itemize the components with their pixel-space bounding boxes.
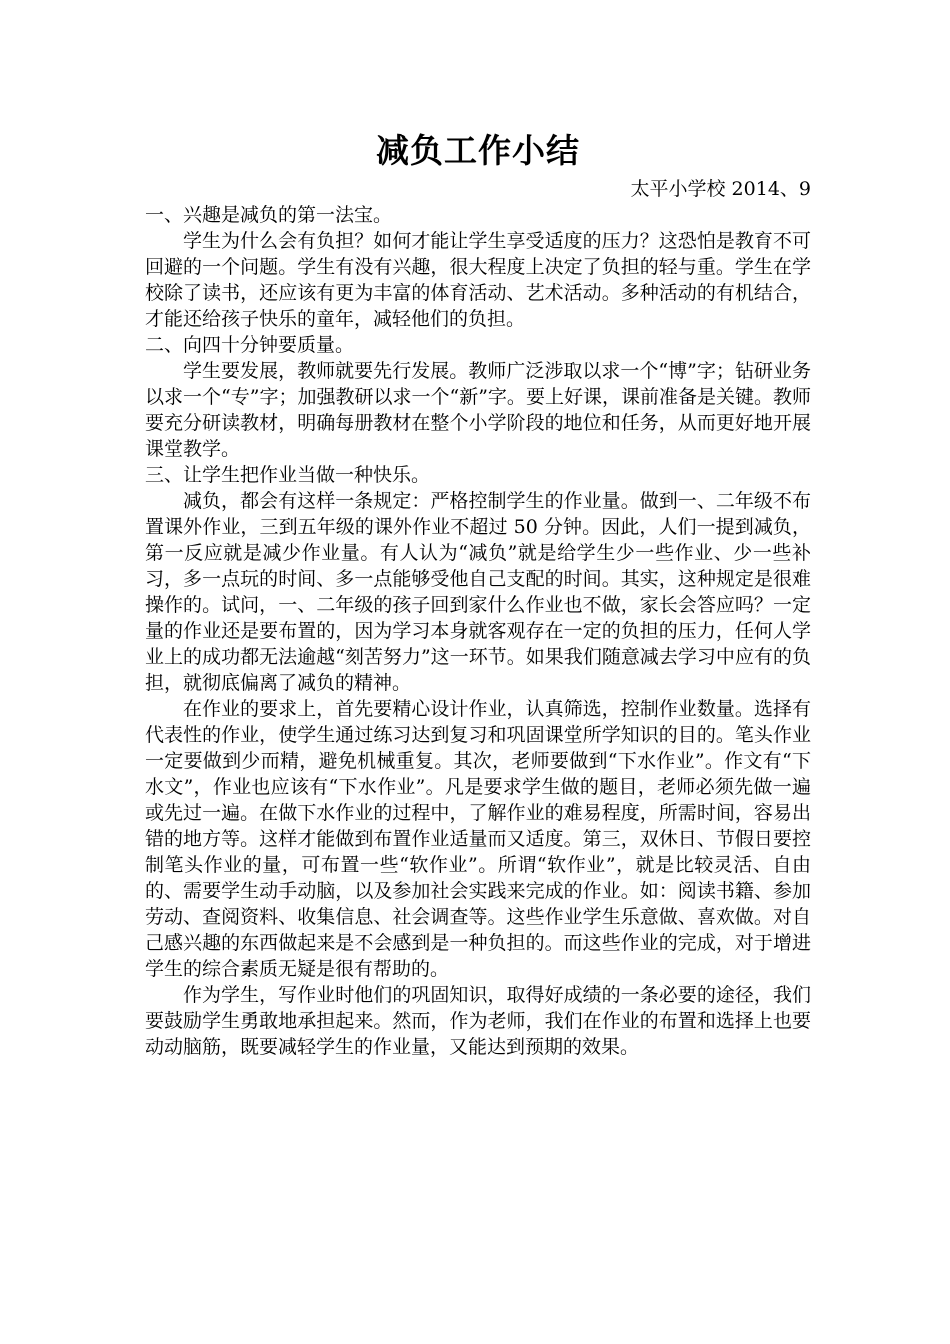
document-page [145, 128, 811, 1060]
section-paragraph: 学生要发展，教师就要先行发展。教师广泛涉取以求一个“博”字；钻研业务以求一个“专”字；加强教研以求一个“新”字。要上好课，课前准备是关键。教师要充分研读教材，明确每册教材在整个小学阶段的地位和任务，从而更好地开展课堂教学。 [145, 360, 811, 460]
section-paragraph: 学生为什么会有负担？如何才能让学生享受适度的压力？这恐怕是教育不可回避的一个问题。学生有没有兴趣，很大程度上决定了负担的轻与重。学生在学校除了读书，还应该有更为丰富的体育活动、艺术活动。多种活动的有机结合，才能还给孩子快乐的童年，减轻他们的负担。 [145, 230, 811, 330]
section-heading: 二、向四十分钟要质量。 [145, 334, 355, 356]
section-heading: 一、兴趣是减负的第一法宝。 [145, 204, 393, 226]
section-paragraph: 作为学生，写作业时他们的巩固知识，取得好成绩的一条必要的途径，我们要鼓励学生勇敢地承担起来。然而，作为老师，我们在作业的布置和选择上也要动动脑筋，既要减轻学生的作业量，又能达到预期的效果。 [145, 984, 811, 1058]
section-heading: 三、让学生把作业当做一种快乐。 [145, 464, 431, 486]
document-title: 减负工作小结 [376, 131, 580, 170]
section-paragraph: 减负，都会有这样一条规定：严格控制学生的作业量。做到一、二年级不布置课外作业，三到五年级的课外作业不超过 50 分钟。因此，人们一提到减负，第一反应就是减少作业量。有人认为“减负”就是给学生少一些作业、少一些补习，多一点玩的时间、多一点能够受他自己支配的时间。其实，这种规定是很难操作的。试问，一、二年级的孩子回到家什么作业也不做，家长会答应吗？一定量的作业还是要布置的，因为学习本身就客观存在一定的负担的压力，任何人学业上的成功都无法逾越“刻苦努力”这一环节。如果我们随意减去学习中应有的负担，就彻底偏离了减负的精神。 [145, 490, 811, 694]
section-3 [145, 462, 811, 1060]
document-byline: 太平小学校 2014、9 [630, 178, 811, 200]
section-paragraph: 在作业的要求上，首先要精心设计作业，认真筛选，控制作业数量。选择有代表性的作业，使学生通过练习达到复习和巩固课堂所学知识的目的。笔头作业一定要做到少而精，避免机械重复。其次，老师要做到“下水作业”。作文有“下水文”，作业也应该有“下水作业”。凡是要求学生做的题目，老师必须先做一遍或先过一遍。在做下水作业的过程中，了解作业的难易程度，所需时间，容易出错的地方等。这样才能做到布置作业适量而又适度。第三，双休日、节假日要控制笔头作业的量，可布置一些“软作业”。所谓“软作业”，就是比较灵活、自由的、需要学生动手动脑，以及参加社会实践来完成的作业。如：阅读书籍、参加劳动、查阅资料、收集信息、社会调查等。这些作业学生乐意做、喜欢做。对自己感兴趣的东西做起来是不会感到是一种负担的。而这些作业的完成，对于增进学生的综合素质无疑是很有帮助的。 [145, 698, 811, 980]
section-1 [145, 202, 811, 332]
section-2 [145, 332, 811, 462]
